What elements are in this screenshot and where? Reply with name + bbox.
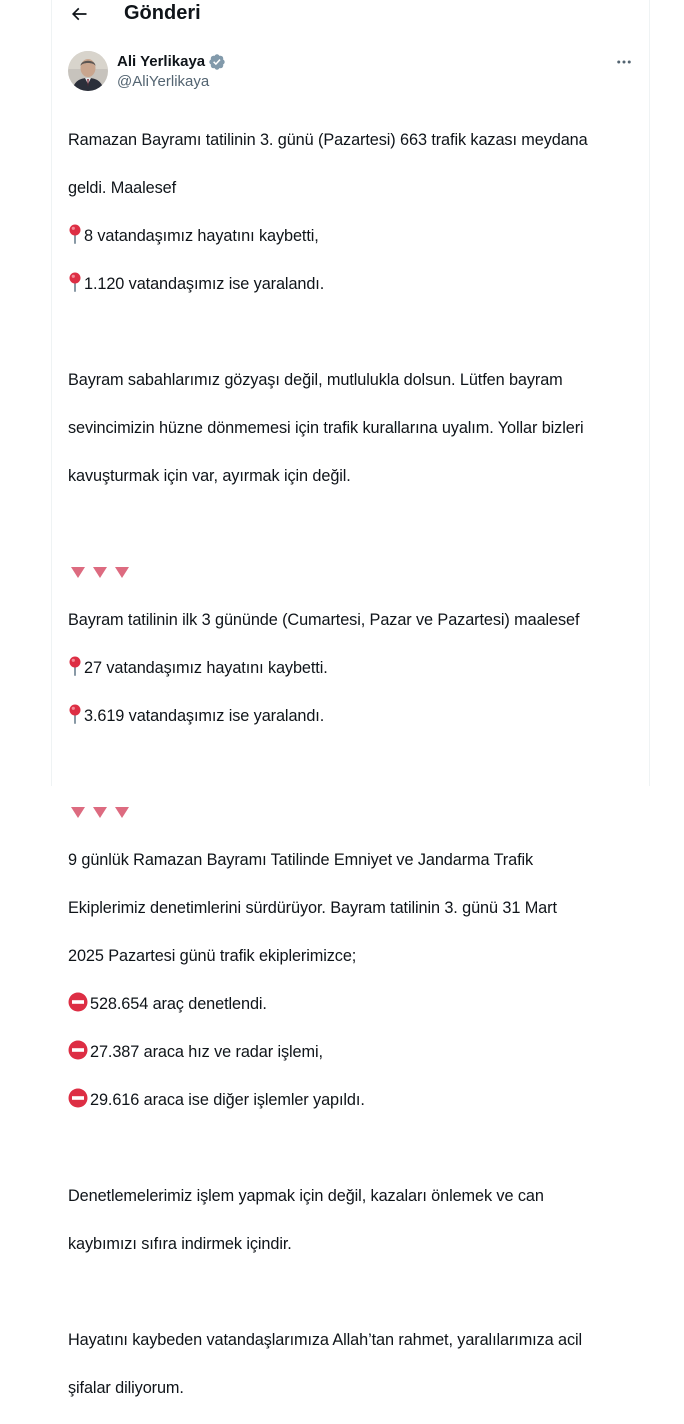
page-title: Gönderi [124, 2, 201, 24]
red-triangle-down-icon [92, 565, 108, 579]
stat-text: 27 vatandaşımız hayatını kaybetti. [84, 659, 328, 677]
text-line: 9 günlük Ramazan Bayramı Tatilinde Emniyet ve Jandarma Trafik [68, 851, 534, 869]
stat-text: 1.120 vatandaşımız ise yaralandı. [84, 275, 325, 293]
text-line: Bayram tatilinin ilk 3 gününde (Cumartesi, Pazar ve Pazartesi) maalesef [68, 611, 580, 629]
round-pushpin-icon [68, 272, 82, 292]
more-dots-icon [615, 53, 633, 71]
text-line: 2025 Pazartesi günü trafik ekiplerimizce; [68, 947, 357, 965]
post-author [68, 51, 635, 93]
paragraph-gap [68, 752, 638, 776]
text-line-with-pin [68, 704, 638, 728]
text-line: Ramazan Bayramı tatilinin 3. günü (Pazartesi) 663 trafik kazası meydana [68, 131, 588, 149]
stat-text: 27.387 araca hız ve radar işlemi, [90, 1043, 323, 1061]
paragraph-gap [68, 512, 638, 536]
text-line: geldi. Maalesef [68, 179, 177, 197]
text-line: Bayram sabahlarımız gözyaşı değil, mutlulukla dolsun. Lütfen bayram [68, 371, 563, 389]
paragraph-gap [68, 320, 638, 344]
text-line-with-pin [68, 224, 638, 248]
name-row [117, 53, 226, 71]
text-line-with-noentry [68, 1088, 638, 1112]
avatar-image [68, 51, 108, 91]
red-triangle-down-icon [114, 565, 130, 579]
no-entry-icon [68, 1040, 88, 1060]
author-display-name[interactable]: Ali Yerlikaya [117, 53, 206, 70]
post-column [51, 0, 650, 1397]
author-handle[interactable]: @AliYerlikaya [117, 73, 210, 90]
round-pushpin-icon [68, 224, 82, 244]
red-triangle-down-icon [92, 805, 108, 819]
text-line: Ekiplerimiz denetimlerini sürdürüyor. Bayram tatilinin 3. günü 31 Mart [68, 899, 557, 917]
paragraph-gap [68, 1280, 638, 1304]
stat-text: 3.619 vatandaşımız ise yaralandı. [84, 707, 325, 725]
author-names [117, 53, 226, 92]
paragraph-gap [68, 1136, 638, 1160]
triangle-row [68, 560, 638, 584]
avatar[interactable] [68, 51, 108, 91]
text-line: sevincimizin hüzne dönmemesi için trafik kurallarına uyalım. Yollar bizleri [68, 419, 584, 437]
no-entry-icon [68, 992, 88, 1012]
stat-text: 528.654 araç denetlendi. [90, 995, 267, 1013]
verified-badge-icon[interactable] [208, 53, 226, 71]
text-line-with-pin [68, 272, 638, 296]
text-line: şifalar diliyorum. [68, 1379, 184, 1397]
red-triangle-down-icon [70, 565, 86, 579]
back-button[interactable] [67, 2, 91, 26]
text-line: kaybımızı sıfıra indirmek içindir. [68, 1235, 292, 1253]
triangle-row [68, 800, 638, 824]
red-triangle-down-icon [70, 805, 86, 819]
text-line: kavuşturmak için var, ayırmak için değil. [68, 467, 351, 485]
stat-text: 29.616 araca ise diğer işlemler yapıldı. [90, 1091, 365, 1109]
text-line-with-noentry [68, 1040, 638, 1064]
round-pushpin-icon [68, 704, 82, 724]
text-line: Denetlemelerimiz işlem yapmak için değil, kazaları önlemek ve can [68, 1187, 544, 1205]
no-entry-icon [68, 1088, 88, 1108]
arrow-left-icon [69, 4, 89, 24]
text-line: Hayatını kaybeden vatandaşlarımıza Allah’tan rahmet, yaralılarımıza acil [68, 1331, 583, 1349]
text-line-with-noentry [68, 992, 638, 1016]
top-bar [52, 0, 649, 30]
text-line-with-pin [68, 656, 638, 680]
round-pushpin-icon [68, 656, 82, 676]
more-options-button[interactable] [613, 51, 635, 73]
red-triangle-down-icon [114, 805, 130, 819]
stat-text: 8 vatandaşımız hayatını kaybetti, [84, 227, 319, 245]
post-text [68, 104, 638, 1424]
